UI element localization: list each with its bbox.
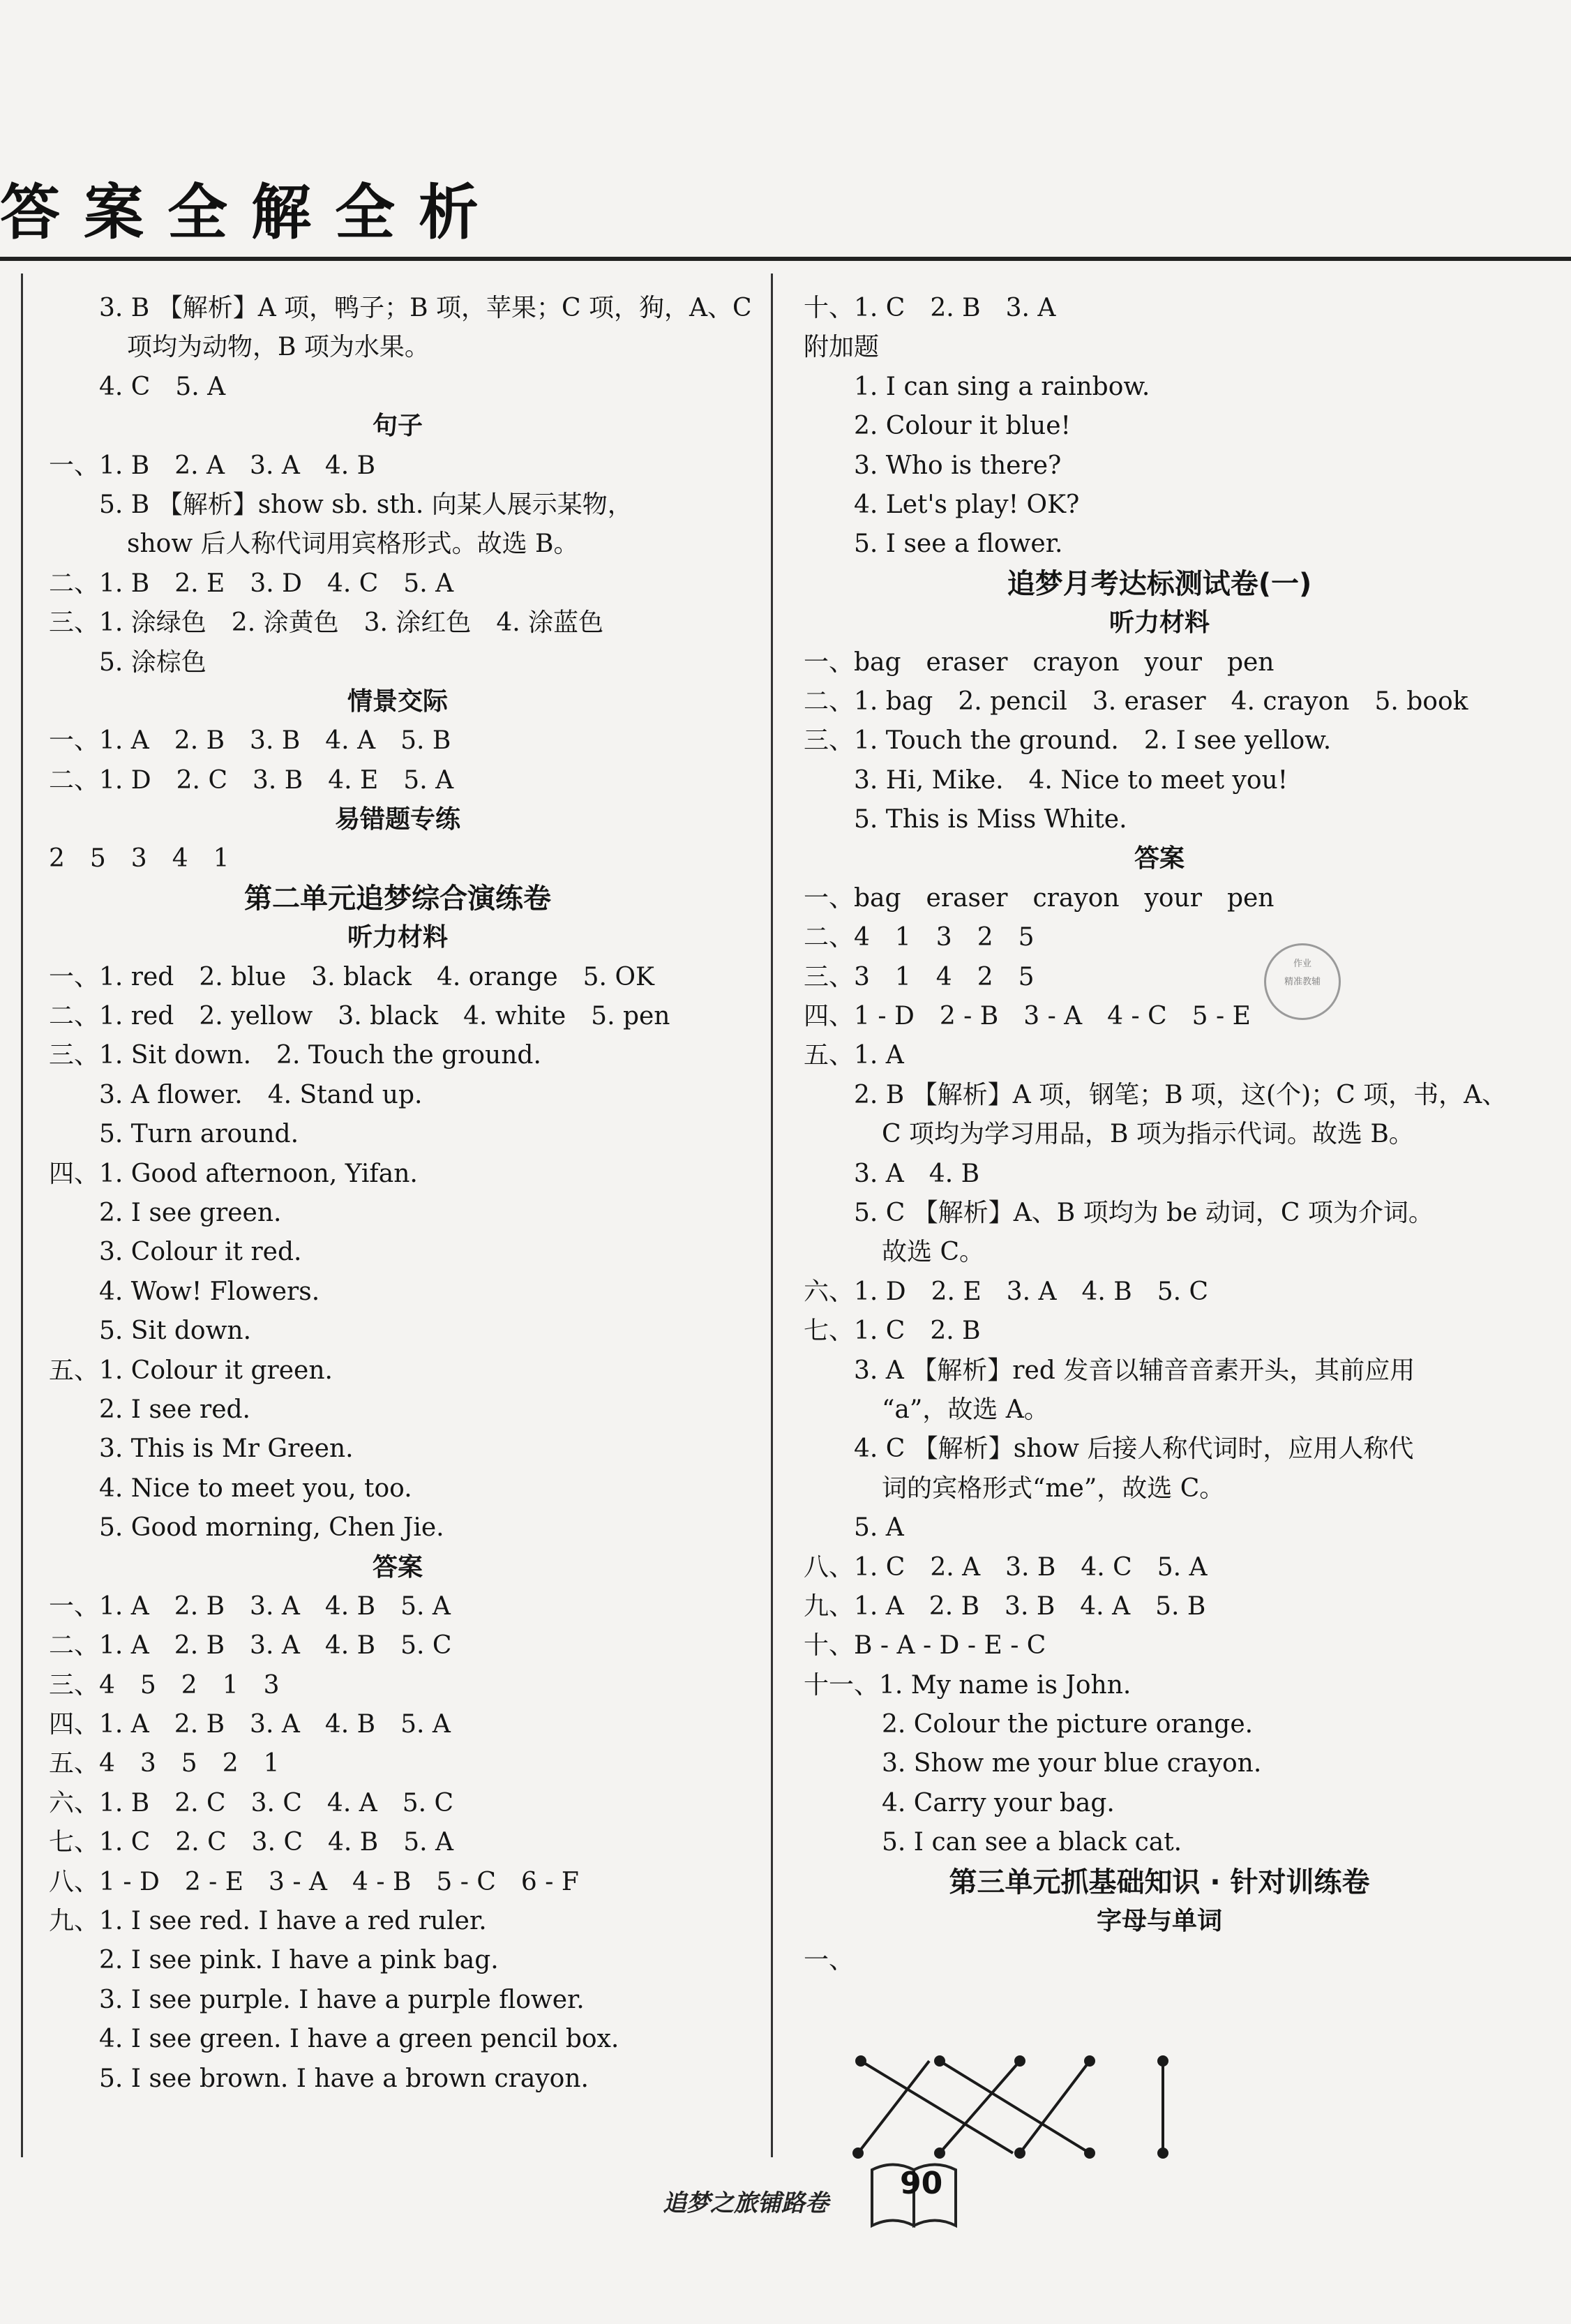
match-dot <box>1159 2057 1167 2065</box>
answer-line: 五、1. Colour it green. <box>49 1356 333 1385</box>
answer-line: 4. C 5. A <box>99 372 226 401</box>
section-heading: 答案 <box>1134 844 1185 874</box>
stamp-line-1: 作业 <box>1293 959 1311 969</box>
answer-line: 三、1. 涂绿色 2. 涂黄色 3. 涂红色 4. 涂蓝色 <box>49 608 604 638</box>
answer-line: 2. I see green. <box>99 1198 282 1227</box>
answer-line: 5. A <box>854 1513 904 1543</box>
answer-line: 1. I can sing a rainbow. <box>854 372 1150 401</box>
section-heading: 听力材料 <box>1108 608 1210 638</box>
answer-line: 二、4 1 3 2 5 <box>804 923 1035 952</box>
answer-line: 六、1. B 2. C 3. C 4. A 5. C <box>49 1788 454 1817</box>
answer-line: 五、1. A <box>804 1041 904 1070</box>
stamp-mark <box>1264 943 1341 1020</box>
answer-line: 一、bag eraser crayon your pen <box>804 647 1275 677</box>
answer-line: “a”，故选 A。 <box>882 1395 1049 1424</box>
answer-line: 4. Nice to meet you, too. <box>99 1474 412 1503</box>
answer-line: 2. Colour the picture orange. <box>882 1710 1254 1739</box>
match-dot <box>1085 2149 1094 2157</box>
left-column <box>49 289 752 2099</box>
answer-line: 4. I see green. I have a green pencil box. <box>99 2025 619 2054</box>
answer-line: 一、bag eraser crayon your pen <box>804 883 1275 913</box>
section-heading: 句子 <box>372 412 423 441</box>
answer-line: 附加题 <box>804 333 880 362</box>
answer-line: 3. Hi, Mike. 4. Nice to meet you! <box>854 765 1288 795</box>
match-dot <box>1016 2057 1024 2065</box>
section-heading: 第二单元追梦综合演练卷 <box>244 882 551 915</box>
answer-line: 一、1. red 2. blue 3. black 4. orange 5. OK <box>49 962 654 991</box>
page-title: 答案全解全析 <box>0 178 502 248</box>
answer-line: 3. A flower. 4. Stand up. <box>99 1080 423 1109</box>
answer-line: 2. I see pink. I have a pink bag. <box>99 1946 499 1975</box>
answer-line: 二、1. bag 2. pencil 3. eraser 4. crayon 5. book <box>804 687 1468 716</box>
answer-line: 一、1. A 2. B 3. B 4. A 5. B <box>49 726 451 756</box>
answer-line: 5. Turn around. <box>99 1120 299 1149</box>
answer-line: 3. B 【解析】A 项，鸭子；B 项，苹果；C 项，狗，A、C <box>99 294 752 322</box>
answer-line: 三、1. Sit down. 2. Touch the ground. <box>49 1041 541 1070</box>
answer-line: 九、1. A 2. B 3. B 4. A 5. B <box>804 1591 1206 1621</box>
answer-line: 一、 <box>804 1946 855 1975</box>
answer-line: 二、1. red 2. yellow 3. black 4. white 5. pen <box>49 1002 670 1031</box>
answer-line: 七、1. C 2. B <box>804 1317 981 1346</box>
section-heading: 字母与单词 <box>1096 1907 1222 1936</box>
answer-line: 3. I see purple. I have a purple flower. <box>99 1985 585 2014</box>
answer-line: 4. Wow! Flowers. <box>99 1277 320 1306</box>
answer-line: 二、1. D 2. C 3. B 4. E 5. A <box>49 765 454 795</box>
answer-line: 3. A 【解析】red 发音以辅音音素开头，其前应用 <box>854 1356 1415 1385</box>
answer-line: 2. I see red. <box>99 1395 250 1424</box>
left-border-line <box>21 273 23 2157</box>
answer-line: C 项均为学习用品，B 项为指示代词。故选 B。 <box>882 1120 1414 1149</box>
section-heading: 情景交际 <box>347 687 448 716</box>
answer-line: 九、1. I see red. I have a red ruler. <box>49 1907 487 1936</box>
header-rule <box>0 257 1571 261</box>
section-heading: 听力材料 <box>347 923 448 952</box>
match-line-5 <box>940 2061 1090 2153</box>
stamp-line-2: 精准教辅 <box>1284 977 1321 987</box>
section-heading: 答案 <box>372 1552 423 1582</box>
answer-line: 二、1. B 2. E 3. D 4. C 5. A <box>49 569 454 598</box>
answer-line: 5. I see brown. I have a brown crayon. <box>99 2064 589 2093</box>
column-divider <box>771 273 773 2157</box>
answer-line: 十、B - A - D - E - C <box>804 1631 1046 1660</box>
answer-line: 四、1. A 2. B 3. A 4. B 5. A <box>49 1710 451 1739</box>
answer-line: 三、3 1 4 2 5 <box>804 962 1035 991</box>
answer-line: 5. This is Miss White. <box>854 805 1127 834</box>
answer-line: 3. Show me your blue crayon. <box>882 1749 1262 1778</box>
answer-line: 2. B 【解析】A 项，钢笔；B 项，这(个)；C 项，书，A、 <box>854 1080 1508 1109</box>
answer-line: 二、1. A 2. B 3. A 4. B 5. C <box>49 1631 452 1660</box>
answer-line: 4. Carry your bag. <box>882 1788 1115 1817</box>
answer-line: 四、1 - D 2 - B 3 - A 4 - C 5 - E <box>804 1002 1251 1031</box>
match-line-1 <box>861 2061 1013 2153</box>
answer-line: 5. 涂棕色 <box>99 647 206 677</box>
footer-brand: 追梦之旅铺路卷 <box>663 2189 829 2217</box>
answer-line: 一、1. A 2. B 3. A 4. B 5. A <box>49 1591 451 1621</box>
page-number: 90 <box>900 2166 943 2201</box>
answer-line: 八、1 - D 2 - E 3 - A 4 - B 5 - C 6 - F <box>49 1867 579 1896</box>
answer-line: 3. This is Mr Green. <box>99 1434 354 1464</box>
answer-line: 2. Colour it blue! <box>854 412 1071 441</box>
answer-line: 4. C 【解析】show 后接人称代词时，应用人称代 <box>854 1434 1414 1464</box>
match-line-2 <box>858 2061 929 2153</box>
footer-logo <box>663 2156 991 2233</box>
answer-line: 故选 C。 <box>882 1238 984 1267</box>
match-dot <box>935 2057 944 2065</box>
answer-line: 四、1. Good afternoon, Yifan. <box>49 1159 418 1188</box>
match-dot <box>1085 2057 1094 2065</box>
answer-line: 词的宾格形式“me”，故选 C。 <box>882 1474 1225 1503</box>
answer-line: 5. I see a flower. <box>854 530 1063 559</box>
answer-line: 5. Sit down. <box>99 1317 252 1346</box>
answer-line: 十一、1. My name is John. <box>804 1670 1132 1700</box>
answer-line: 项均为动物，B 项为水果。 <box>127 333 430 362</box>
section-heading: 第三单元抓基础知识 · 针对训练卷 <box>949 1866 1370 1898</box>
answer-line: 5. Good morning, Chen Jie. <box>99 1513 444 1543</box>
answer-line: 一、1. B 2. A 3. A 4. B <box>49 451 376 480</box>
match-line-6 <box>1020 2061 1090 2153</box>
answer-line: 三、1. Touch the ground. 2. I see yellow. <box>804 726 1332 756</box>
answer-line: 2 5 3 4 1 <box>49 844 230 874</box>
answer-line: 六、1. D 2. E 3. A 4. B 5. C <box>804 1277 1209 1306</box>
match-dot <box>857 2057 865 2065</box>
answer-line: 五、4 3 5 2 1 <box>49 1749 280 1778</box>
section-heading: 易错题专练 <box>334 805 460 834</box>
answer-line: 七、1. C 2. C 3. C 4. B 5. A <box>49 1828 454 1857</box>
answer-line: 十、1. C 2. B 3. A <box>804 294 1056 322</box>
section-heading: 追梦月考达标测试卷(一) <box>1007 567 1312 600</box>
answer-line: 3. Who is there? <box>854 451 1062 480</box>
answer-line: 3. Colour it red. <box>99 1238 302 1267</box>
match-dot <box>1159 2149 1167 2157</box>
match-dot <box>1016 2149 1024 2157</box>
match-line-3 <box>940 2061 1020 2153</box>
answer-line: 5. C 【解析】A、B 项均为 be 动词，C 项为介词。 <box>854 1198 1434 1227</box>
answer-line: 4. Let's play! OK? <box>854 490 1080 519</box>
answer-line: 3. A 4. B <box>854 1159 980 1188</box>
answer-line: 三、4 5 2 1 3 <box>49 1670 280 1700</box>
answer-line: 八、1. C 2. A 3. B 4. C 5. A <box>804 1552 1208 1582</box>
right-column <box>804 289 1515 1981</box>
answer-line: 5. B 【解析】show sb. sth. 向某人展示某物， <box>99 490 633 519</box>
answer-line: show 后人称代词用宾格形式。故选 B。 <box>127 530 579 559</box>
answer-line: 5. I can see a black cat. <box>882 1828 1182 1857</box>
matching-lines-diagram <box>852 2055 1215 2160</box>
